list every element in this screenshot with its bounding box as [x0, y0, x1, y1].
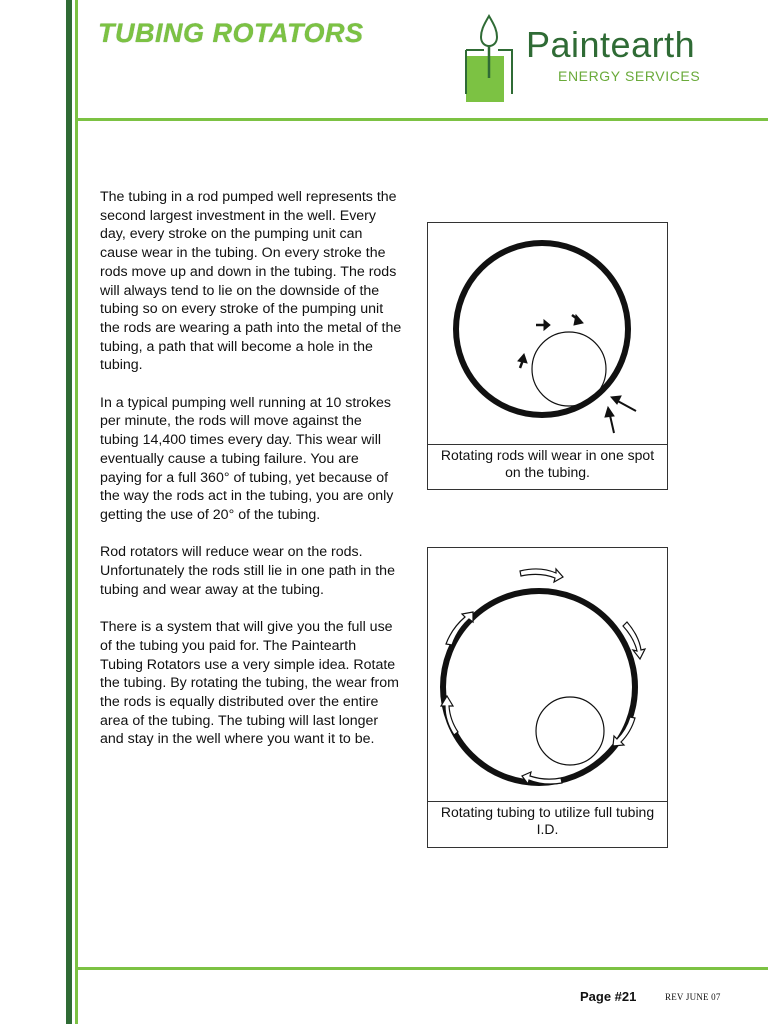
- rod-circle: [536, 697, 604, 765]
- rotating-tubing-diagram: [428, 548, 666, 802]
- page-number: Page #21: [580, 989, 637, 1004]
- figure-caption: Rotating rods will wear in one spot on the tubing.: [428, 444, 667, 489]
- figure-caption: Rotating tubing to utilize full tubing I.D.: [428, 801, 667, 847]
- header-divider: [78, 118, 768, 121]
- company-logo: [464, 12, 734, 104]
- tubing-circle: [456, 243, 628, 415]
- paragraph: In a typical pumping well running at 10 strokes per minute, the rods will move against the tubing 14,400 times every day. This wear will eventually cause a tubing failure. You are paying for a full 360° of tubing, yet because of the way the rods act in the tubing, you are only getting the use of 20° of the tubing.: [100, 394, 394, 523]
- figure-rotating-tubing: [427, 547, 668, 848]
- paragraph: The tubing in a rod pumped well represents the second largest investment in the well. Every day, every stroke on the pumping unit can cause wear in the tubing. On every stroke the rods move up and down in the tubing. The rods will always tend to lie on the downside of the tubing so on every stroke of the pumping unit the rods are wearing a path into the metal of the tubing, a path that will become a hole in the tubing.: [100, 189, 402, 374]
- logo-company-subtitle: ENERGY SERVICES: [558, 68, 701, 84]
- paragraph: There is a system that will give you the full use of the tubing you paid for. The Paintearth Tubing Rotators use a very simple idea. Rotate the tubing. By rotating the tubing, the wear from the rods is equally distributed over the entire area of the tubing. The tubing will last longer and stay in the well where you want it to be.: [100, 619, 399, 748]
- rod-wear-diagram: [428, 223, 666, 445]
- body-text: [100, 188, 402, 768]
- footer-divider: [78, 967, 768, 970]
- rod-circle: [532, 332, 606, 406]
- logo-company-name: Paintearth: [526, 24, 696, 65]
- revision-label: REV JUNE 07: [665, 992, 721, 1002]
- page-title: TUBING ROTATORS: [98, 18, 364, 48]
- left-margin-bar-light: [75, 0, 78, 1024]
- logo-mark-icon: [464, 12, 526, 104]
- left-margin-bar-dark: [66, 0, 72, 1024]
- figure-rod-wear: [427, 222, 668, 490]
- paragraph: Rod rotators will reduce wear on the rods. Unfortunately the rods still lie in one path in the tubing and wear away at the tubing.: [100, 544, 395, 598]
- wear-point-arrows-icon: [605, 396, 636, 433]
- rotation-arrows-icon: [518, 315, 583, 368]
